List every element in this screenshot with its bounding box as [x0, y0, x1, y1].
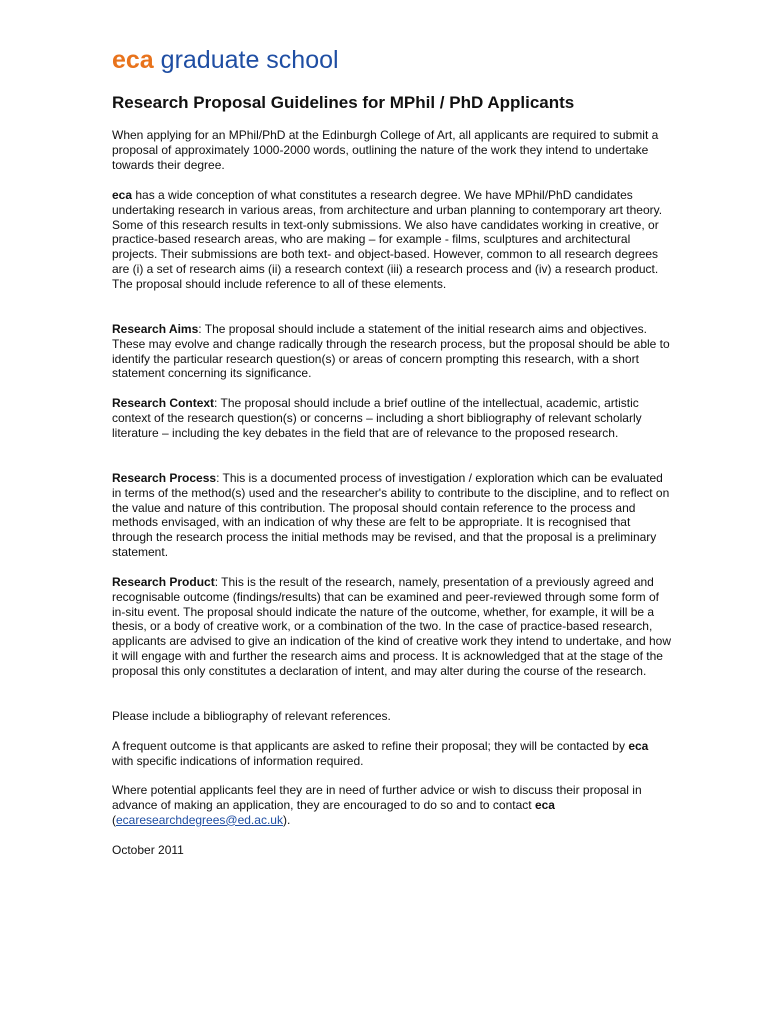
research-process-text: : This is a documented process of investigation / exploration which can be evaluated in terms of the method(s) used and the researcher's ability to contribute to the discipline, and to reflect on the value and nature of this contribution. The proposal should contain reference to the process and methods envisaged, with an indication of why these are felt to be appropriate. It is recognised that through the research process the initial methods may be revised, and that the proposal is a preliminary statement.: [112, 471, 670, 559]
research-context-paragraph: [112, 396, 672, 440]
research-product-paragraph: [112, 575, 672, 679]
contact-text-b: (: [112, 812, 116, 827]
contact-paragraph: [112, 783, 672, 827]
bibliography-paragraph: Please include a bibliography of relevant references.: [112, 709, 391, 723]
research-aims-text: : The proposal should include a statement of the initial research aims and objectives. These may evolve and change radically through the research process, but the proposal should be able to identify the particular research question(s) or areas of concern prompting this research, with a short statement concerning its significance.: [112, 322, 670, 381]
outcome-text-a: A frequent outcome is that applicants are asked to refine their proposal; they will be contacted by: [112, 739, 629, 753]
contact-text-c: ).: [282, 812, 291, 827]
outcome-text-b: with specific indications of information required.: [112, 753, 364, 768]
research-process-heading: Research Process: [112, 471, 217, 485]
research-context-text: : The proposal should include a brief outline of the intellectual, academic, artistic context of the research question(s) or concerns – including a short bibliography of relevant scholarly literature – including the key debates in the field that are of relevance to the proposed research.: [112, 396, 642, 440]
outcome-eca: eca: [628, 739, 649, 753]
intro-paragraph: When applying for an MPhil/PhD at the Edinburgh College of Art, all applicants are required to submit a proposal of approximately 1000-2000 words, outlining the nature of the work they intend to undertake towards their degree.: [112, 128, 659, 172]
document-date: October 2011: [112, 843, 184, 857]
eca-text: has a wide conception of what constitutes a research degree. We have MPhil/PhD candidates undertaking research in various areas, from architecture and urban planning to contemporary art theory. Some of this research results in text-only submissions. We also have candidates working in creative, or practice-based research areas, who are making – for example - films, sculptures and architectural projects. Their submissions are both text- and object-based. However, common to all research degrees are (i) a set of research aims (ii) a research context (iii) a research process and (iv) a research product. The proposal should include reference to all of these elements.: [112, 188, 663, 291]
page-title: Research Proposal Guidelines for MPhil / PhD Applicants: [112, 93, 575, 112]
research-product-text: : This is the result of the research, namely, presentation of a previously agreed and recognisable outcome (findings/results) that can be examined and peer-reviewed through some form of in-situ event. The proposal should indicate the nature of the outcome, whether, for example, it will be a thesis, or a body of creative work, or a combination of the two. In the case of practice-based research, applicants are advised to give an indication of the kind of creative work they intend to undertake, and how it will engage with and further the research aims and process. It is acknowledged that at the stage of the proposal this only constitutes a declaration of intent, and may alter during the course of the research.: [112, 575, 672, 678]
eca-paragraph: [112, 188, 672, 292]
brand-eca: eca: [112, 46, 154, 74]
contact-email-link[interactable]: ecaresearchdegrees@ed.ac.uk: [116, 812, 283, 827]
contact-eca: eca: [534, 797, 555, 812]
research-aims-heading: Research Aims: [112, 322, 199, 336]
eca-lead: eca: [112, 188, 133, 202]
research-aims-paragraph: [112, 322, 672, 381]
contact-text-a: Where potential applicants feel they are in need of further advice or wish to discuss their proposal in advance of making an application, they are encouraged to do so and to contact: [112, 783, 642, 812]
brand-logo: [112, 44, 339, 76]
research-product-heading: Research Product: [112, 575, 215, 589]
brand-graduate-school: graduate school: [160, 46, 339, 74]
outcome-paragraph: [112, 739, 672, 769]
research-process-paragraph: [112, 471, 672, 560]
research-context-heading: Research Context: [112, 396, 215, 410]
